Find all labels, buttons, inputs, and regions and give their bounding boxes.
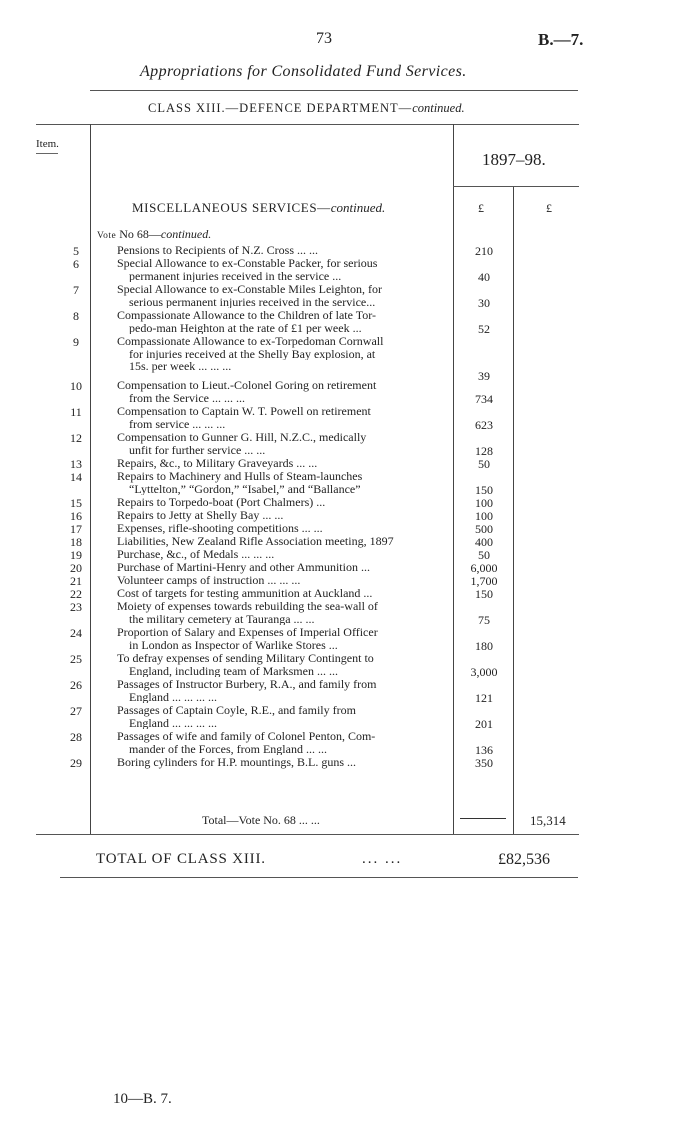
item-number: 13 bbox=[70, 457, 82, 471]
description-line: To defray expenses of sending Military Contingent to bbox=[117, 652, 374, 665]
description-line: Special Allowance to ex-Constable Miles Leighton, for bbox=[117, 283, 382, 296]
item-description bbox=[117, 257, 449, 282]
item-number: 10 bbox=[70, 379, 82, 393]
description-line: Pensions to Recipients of N.Z. Cross ... ... bbox=[117, 244, 318, 257]
item-description bbox=[117, 626, 449, 651]
item-number: 5 bbox=[73, 244, 79, 258]
item-amount: 734 bbox=[475, 392, 493, 406]
table-top-rule bbox=[36, 124, 579, 125]
item-description bbox=[117, 244, 449, 257]
item-amount: 30 bbox=[478, 296, 490, 310]
description-line: Boring cylinders for H.P. mountings, B.L. guns ... bbox=[117, 756, 356, 769]
item-amount: 350 bbox=[475, 756, 493, 770]
item-amount: 121 bbox=[475, 691, 493, 705]
item-amount: 150 bbox=[475, 587, 493, 601]
item-amount: 400 bbox=[475, 535, 493, 549]
description-line: Repairs to Torpedo-boat (Port Chalmers) ... bbox=[117, 496, 326, 509]
description-line: mander of the Forces, from England ... ... bbox=[129, 742, 327, 756]
document-reference: B.—7. bbox=[538, 30, 584, 49]
description-line: 15s. per week ... ... ... bbox=[129, 360, 232, 373]
item-description bbox=[117, 283, 449, 308]
item-number: 28 bbox=[70, 730, 82, 744]
description-line: Repairs, &c., to Military Graveyards ... ... bbox=[117, 457, 318, 470]
item-amount: 6,000 bbox=[470, 561, 498, 575]
description-line: Liabilities, New Zealand Rifle Association meeting, 1897 bbox=[117, 535, 394, 548]
item-amount: 100 bbox=[475, 496, 493, 510]
description-line: England ... ... ... ... bbox=[129, 690, 217, 704]
description-line: from service ... ... ... bbox=[129, 417, 226, 431]
description-line: Compassionate Allowance to the Children of late Tor- bbox=[117, 309, 376, 322]
item-description bbox=[117, 522, 449, 535]
item-number: 17 bbox=[70, 522, 82, 536]
item-number: 16 bbox=[70, 509, 82, 523]
item-amount: 50 bbox=[478, 457, 490, 471]
currency-header-col1: £ bbox=[478, 201, 484, 215]
description-line: pedo-man Heighton at the rate of £1 per week ... bbox=[129, 321, 362, 335]
item-number: 21 bbox=[70, 574, 82, 588]
grand-total-amount: £82,536 bbox=[498, 851, 550, 868]
item-number: 25 bbox=[70, 652, 82, 666]
item-description bbox=[117, 652, 449, 677]
header-rule bbox=[90, 90, 578, 91]
description-line: the military cemetery at Tauranga ... ... bbox=[129, 612, 315, 626]
item-amount: 40 bbox=[478, 270, 490, 284]
description-line: Purchase, &c., of Medals ... ... ... bbox=[117, 548, 275, 561]
description-line: unfit for further service ... ... bbox=[129, 443, 266, 457]
year-column-header: 1897–98. bbox=[482, 150, 546, 169]
description-line: Cost of targets for testing ammunition at Auckland ... bbox=[117, 587, 373, 600]
description-line: Compassionate Allowance to ex-Torpedoman Cornwall bbox=[117, 335, 384, 348]
item-description bbox=[117, 509, 449, 522]
description-line: permanent injuries received in the service ... bbox=[129, 269, 342, 283]
year-underline bbox=[453, 186, 579, 187]
item-number: 6 bbox=[73, 257, 79, 271]
item-number: 12 bbox=[70, 431, 82, 445]
item-amount: 500 bbox=[475, 522, 493, 536]
item-description bbox=[117, 587, 449, 600]
item-description bbox=[117, 535, 449, 548]
item-number: 22 bbox=[70, 587, 82, 601]
item-description bbox=[117, 309, 449, 334]
item-number: 23 bbox=[70, 600, 82, 614]
description-line: Expenses, rifle-shooting competitions ... ... bbox=[117, 522, 323, 535]
item-header-underline bbox=[36, 153, 58, 154]
table-bottom-rule bbox=[36, 834, 579, 835]
description-line: Moiety of expenses towards rebuilding the sea-wall of bbox=[117, 600, 378, 613]
amount-column-divider bbox=[453, 124, 454, 834]
grand-total-label: TOTAL OF CLASS XIII. bbox=[96, 851, 266, 867]
item-number: 8 bbox=[73, 309, 79, 323]
item-amount: 1,700 bbox=[470, 574, 498, 588]
description-line: Volunteer camps of instruction ... ... ... bbox=[117, 574, 301, 587]
item-amount: 180 bbox=[475, 639, 493, 653]
description-line: Purchase of Martini-Henry and other Ammunition ... bbox=[117, 561, 370, 574]
grand-total-dots: ... ... bbox=[362, 851, 403, 867]
item-column-header: Item. bbox=[36, 138, 59, 150]
item-amount: 136 bbox=[475, 743, 493, 757]
vote-total-rule bbox=[460, 818, 506, 819]
description-line: Special Allowance to ex-Constable Packer, for serious bbox=[117, 257, 378, 270]
item-description bbox=[117, 574, 449, 587]
item-description bbox=[117, 756, 449, 769]
description-line: “Lyttelton,” “Gordon,” “Isabel,” and “Ballance” bbox=[129, 482, 361, 496]
item-description bbox=[117, 457, 449, 470]
description-line: in London as Inspector of Warlike Stores ... bbox=[129, 638, 338, 652]
page-title: Appropriations for Consolidated Fund Services. bbox=[140, 63, 467, 80]
item-description bbox=[117, 730, 449, 755]
item-description bbox=[117, 335, 449, 373]
item-description bbox=[117, 561, 449, 574]
total-column-divider bbox=[513, 186, 514, 834]
description-line: England, including team of Marksmen ... ... bbox=[129, 664, 338, 678]
item-description bbox=[117, 678, 449, 703]
page-number: 73 bbox=[316, 30, 332, 47]
description-line: Passages of wife and family of Colonel Penton, Com- bbox=[117, 730, 376, 743]
item-amount: 150 bbox=[475, 483, 493, 497]
item-description bbox=[117, 600, 449, 625]
description-line: Passages of Captain Coyle, R.E., and family from bbox=[117, 704, 356, 717]
item-number: 27 bbox=[70, 704, 82, 718]
description-line: Passages of Instructor Burbery, R.A., and family from bbox=[117, 678, 377, 691]
description-line: Compensation to Captain W. T. Powell on retirement bbox=[117, 405, 371, 418]
item-amount: 210 bbox=[475, 244, 493, 258]
section-title: MISCELLANEOUS SERVICES—continued. bbox=[132, 200, 386, 215]
item-amount: 52 bbox=[478, 322, 490, 336]
description-line: England ... ... ... ... bbox=[129, 716, 217, 730]
footer-reference: 10—B. 7. bbox=[113, 1091, 172, 1107]
item-number: 20 bbox=[70, 561, 82, 575]
item-number: 9 bbox=[73, 335, 79, 349]
description-line: for injuries received at the Shelly Bay explosion, at bbox=[129, 347, 376, 361]
item-amount: 623 bbox=[475, 418, 493, 432]
item-description bbox=[117, 379, 449, 404]
vote-total-label: Total—Vote No. 68 ... ... bbox=[202, 813, 320, 827]
grand-total-rule bbox=[60, 877, 578, 878]
description-line: Repairs to Machinery and Hulls of Steam-launches bbox=[117, 470, 363, 483]
item-number: 11 bbox=[70, 405, 82, 419]
item-description bbox=[117, 548, 449, 561]
item-amount: 3,000 bbox=[470, 665, 498, 679]
item-amount: 100 bbox=[475, 509, 493, 523]
currency-header-col2: £ bbox=[546, 201, 552, 215]
description-line: serious permanent injuries received in the service... bbox=[129, 295, 376, 309]
item-number: 15 bbox=[70, 496, 82, 510]
item-amount: 39 bbox=[478, 369, 490, 383]
vote-heading: Vote No 68—continued. bbox=[97, 227, 212, 241]
item-number: 7 bbox=[73, 283, 79, 297]
item-amount: 128 bbox=[475, 444, 493, 458]
item-description bbox=[117, 470, 449, 495]
item-number: 24 bbox=[70, 626, 82, 640]
item-amount: 75 bbox=[478, 613, 490, 627]
item-number: 18 bbox=[70, 535, 82, 549]
description-line: Repairs to Jetty at Shelly Bay ... ... bbox=[117, 509, 284, 522]
item-description bbox=[117, 431, 449, 456]
description-line: Proportion of Salary and Expenses of Imperial Officer bbox=[117, 626, 378, 639]
description-line: from the Service ... ... ... bbox=[129, 391, 245, 405]
item-description bbox=[117, 704, 449, 729]
item-amount: 50 bbox=[478, 548, 490, 562]
item-number: 14 bbox=[70, 470, 82, 484]
item-description bbox=[117, 405, 449, 430]
item-number: 19 bbox=[70, 548, 82, 562]
description-line: Compensation to Gunner G. Hill, N.Z.C., medically bbox=[117, 431, 367, 444]
vote-total-amount: 15,314 bbox=[530, 813, 566, 828]
description-line: Compensation to Lieut.-Colonel Goring on retirement bbox=[117, 379, 377, 392]
class-title: CLASS XIII.—DEFENCE DEPARTMENT—continued. bbox=[148, 101, 465, 115]
item-number: 26 bbox=[70, 678, 82, 692]
item-number: 29 bbox=[70, 756, 82, 770]
item-amount: 201 bbox=[475, 717, 493, 731]
item-description bbox=[117, 496, 449, 509]
